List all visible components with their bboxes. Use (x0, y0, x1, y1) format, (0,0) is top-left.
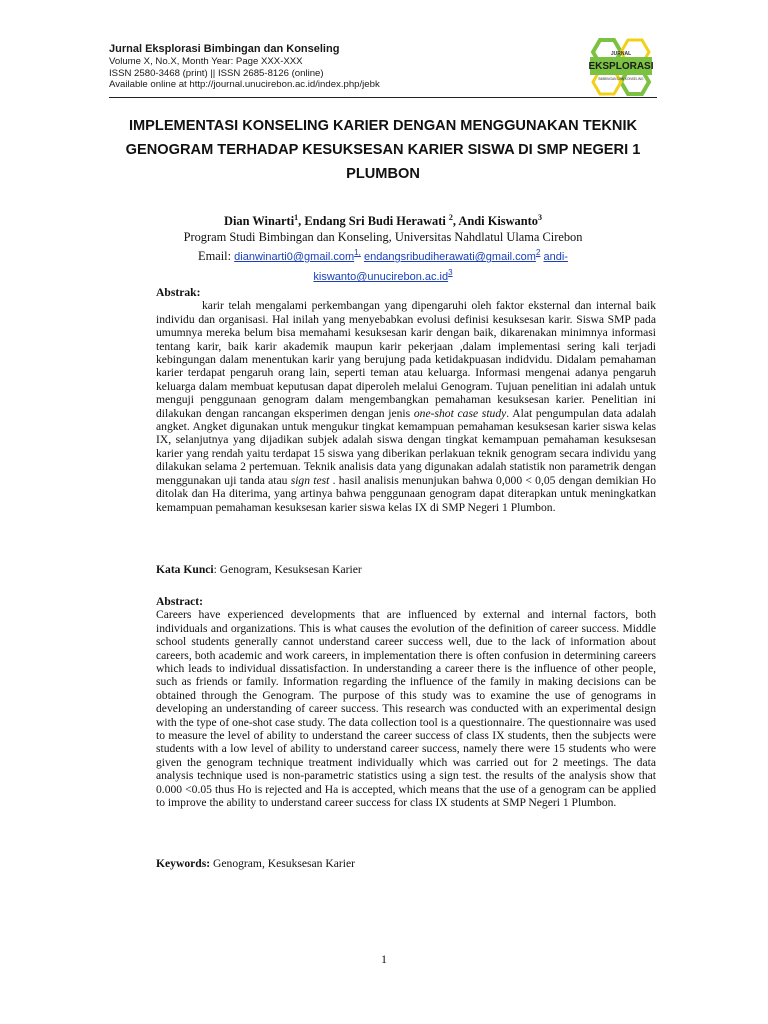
email-2-sup: 2 (535, 248, 541, 258)
author-3: , Andi Kiswanto (452, 214, 538, 229)
author-block (109, 210, 657, 285)
author-1-sup: 1 (294, 213, 299, 222)
abstrak-italic-1: one-shot case study (413, 406, 507, 420)
email-1[interactable]: dianwinarti0@gmail.com (234, 251, 355, 264)
email-label: Email: (198, 249, 232, 264)
title-line-2: GENOGRAM TERHADAP KESUKSESAN KARIER SISWA DI SMP NEGERI 1 (125, 142, 641, 158)
email-line-2 (109, 265, 657, 285)
abstrak-text-2: . Alat pengumpulan data adalah angket. Angket digunakan untuk mengukur tingkat kemampuan pemahaman kesuksesan karier siswa kelas IX, selanjutnya yang dijadikan subjek adalah siswa dengan tingkat kemampuan pemahaman kesuksesan karier yang rendah yaitu terdapat 15 siswa yang diberikan perlakuan teknik genogram secara individu yang dilakukan selama 2 pertemuan. Teknik analisis data yang digunakan adalah statistik non parametrik dengan menggunakan uji tanda atau (156, 406, 656, 487)
abstract-heading: Abstract: (156, 595, 204, 608)
abstract-body: Careers have experienced developments that are influenced by external and internal factors, both individuals and organizations. This is what causes the evolution of the definition of career success. Middle school students generally cannot understand career success well, due to the lack of information about careers, both academic and work careers, in implementation there is often confusion in determining careers which leads to individual dissatisfaction. In understanding a career there is the influence of other people, such as friends or family. Information regarding the influence of the family in making decisions can be obtained through the Genogram. The purpose of this study was to examine the use of genograms in developing an understanding of career success. This research was conducted with an experimental design with the type of one-shot case study. The data collection tool is a questionnaire. The questionnaire was used to measure the level of ability to understand the career success of class IX students, then the subjects were students with a low level of ability to understand career success, namely there were 15 students who were given the genogram technique treatment individually which was carried out for 2 meetings. The data analysis technique used is non-parametric statistics using a sign test. the results of the analysis show that 0.000 <0.05 thus Ho is rejected and Ha is accepted, which means that the use of a genogram can be applied to improve the ability to understand career success for class IX students at SMP Negeri 1 Plumbon. (156, 608, 656, 810)
author-names (109, 210, 657, 229)
author-1: Dian Winarti (224, 214, 295, 229)
keywords (156, 857, 656, 871)
email-3[interactable]: kiswanto@unucirebon.ac.id (313, 271, 449, 284)
title-line-3: PLUMBON (346, 166, 420, 182)
author-3-sup: 3 (537, 213, 542, 222)
journal-volume: Volume X, No.X, Month Year: Page XXX-XXX (109, 56, 303, 67)
email-3-start[interactable]: andi- (543, 251, 568, 264)
logo-main-text: EKSPLORASI (588, 61, 654, 72)
keywords-label: Keywords: (156, 857, 211, 870)
abstrak-italic-2: sign test (290, 473, 330, 487)
kata-kunci-text: : Genogram, Kesuksesan Karier (213, 563, 362, 576)
abstrak-heading: Abstrak: (156, 286, 201, 299)
header-rule (109, 97, 657, 98)
kata-kunci-label: Kata Kunci (156, 563, 214, 576)
abstrak-body (156, 299, 656, 514)
journal-logo (586, 38, 656, 96)
email-2[interactable]: endangsribudiherawati@gmail.com (363, 251, 536, 264)
affiliation: Program Studi Bimbingan dan Konseling, Universitas Nahdlatul Ulama Cirebon (183, 230, 583, 245)
logo-sub-text: BIMBINGAN DAN KONSELING (598, 77, 644, 81)
journal-url[interactable]: Available online at http://journal.unucirebon.ac.id/index.php/jebk (109, 79, 380, 91)
keywords-text: Genogram, Kesuksesan Karier (210, 857, 355, 870)
journal-header (109, 42, 589, 91)
author-2: , Endang Sri Budi Herawati (298, 214, 449, 229)
abstrak-text-3: . hasil analisis menunjukan bahwa 0,000 < 0,05 dengan demikian Ho ditolak dan Ha diterima, yang artinya bahwa penggunaan genogram dapat diterapkan untuk meningkatkan kemampuan pemahaman kesuksesan karier siswa kelas IX di SMP Negeri 1 Plumbon. (156, 473, 656, 514)
abstrak-section (156, 286, 656, 514)
logo-top-text: JURNAL (610, 51, 632, 57)
abstract-section (156, 595, 656, 810)
email-3-sup: 3 (448, 268, 453, 278)
page-number: 1 (381, 952, 387, 966)
email-line (109, 245, 657, 265)
title-line-1: IMPLEMENTASI KONSELING KARIER DENGAN MENGGUNAKAN TEKNIK (128, 118, 638, 134)
journal-issn: ISSN 2580-3468 (print) || ISSN 2685-8126 (online) (109, 67, 324, 79)
abstrak-text-1: karir telah mengalami perkembangan yang dipengaruhi oleh faktor eksternal dan internal baik individu dan organisasi. Hal inilah yang menyebabkan evolusi definisi kesuksesan karir. Siswa SMP pada umumnya mereka belum bisa memahami kesuksesan karir dengan baik, dikarenakan minimnya informasi tentang karir, baik karir akademik maupun karir pekerjaan ,dalam implementasi sering kali terjadi kebingungan dalam menentukan karir yang berujung pada ketidakpuasan indidvidu. Didalam pemahaman karier terdapat pengaruh orang lain, seperti teman atau keluarga. Informasi mengenai adanya pengaruh keluarga dalam membuat keputusan dapat diperoleh melalui Genogram. Tujuan penelitian ini adalah untuk menguji penggunaan genogram dalam mengembangkan pemahaman kesuksesan karier. Penelitian ini dilakukan dengan rancangan eksperimen dengan jenis (156, 299, 656, 420)
paper-title (109, 114, 657, 186)
kata-kunci (156, 563, 656, 577)
email-1-sup: 1, (354, 248, 361, 258)
author-2-sup: 2 (448, 213, 453, 222)
journal-name: Jurnal Eksplorasi Bimbingan dan Konseling (109, 43, 340, 55)
